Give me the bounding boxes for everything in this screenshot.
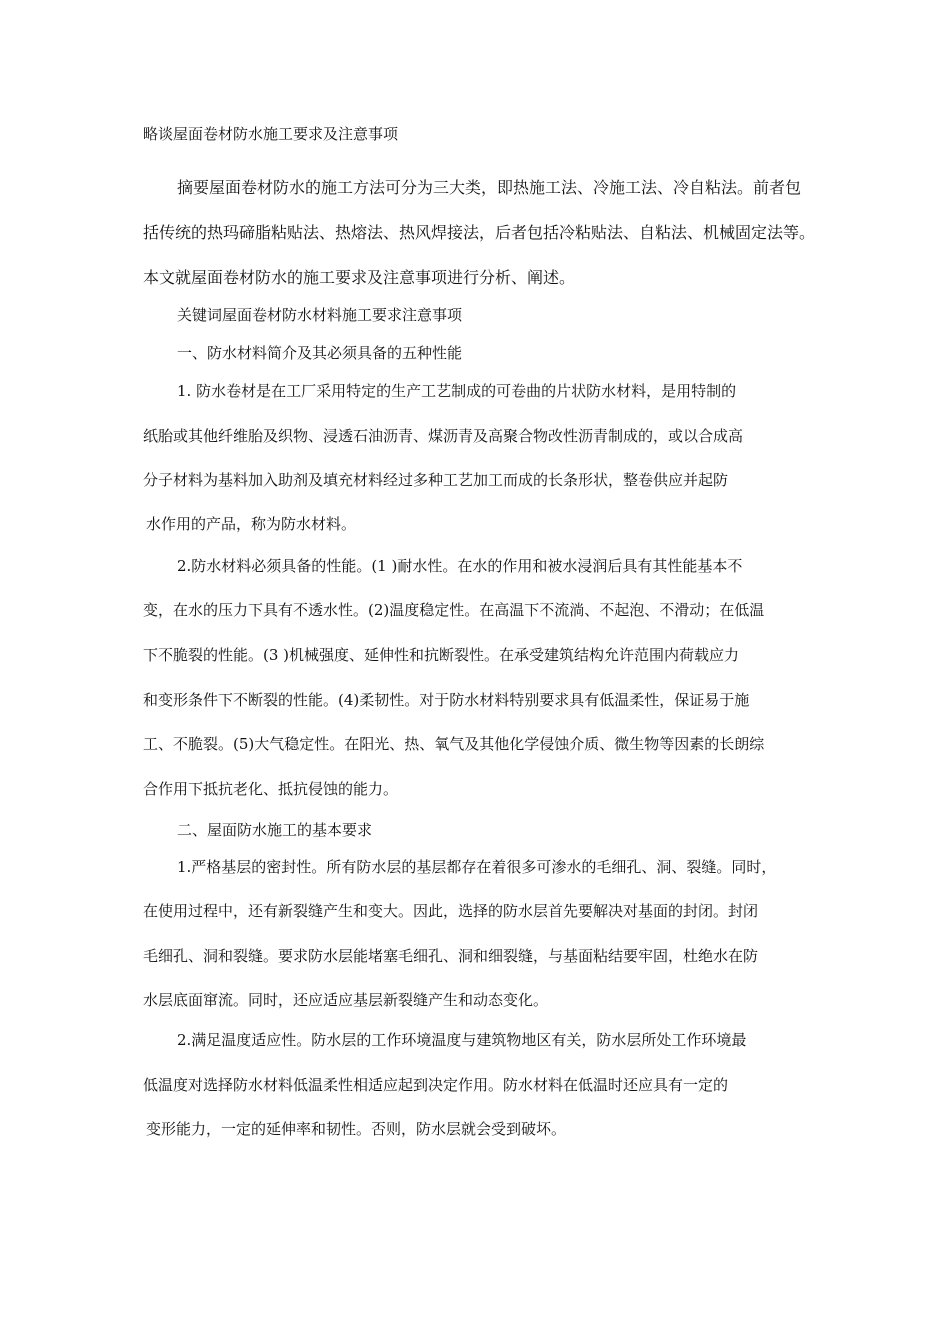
paragraph-line: 分子材料为基料加入助剂及填充材料经过多种工艺加工而成的长条形状，整卷供应并起防 [143, 471, 729, 489]
paragraph-line: 变形能力，一定的延伸率和韧性。否则，防水层就会受到破坏。 [146, 1120, 567, 1138]
section-heading-2: 二、屋面防水施工的基本要求 [177, 821, 373, 839]
section-heading-1: 一、防水材料简介及其必须具备的五种性能 [177, 344, 463, 362]
abstract-line: 本文就屋面卷材防水的施工要求及注意事项进行分析、阐述。 [143, 268, 576, 287]
paragraph-line: 低温度对选择防水材料低温柔性相适应起到决定作用。防水材料在低温时还应具有一定的 [143, 1076, 729, 1094]
abstract-line: 摘要屋面卷材防水的施工方法可分为三大类，即热施工法、冷施工法、冷自粘法。前者包 [177, 178, 802, 197]
paragraph-line: 2.满足温度适应性。防水层的工作环境温度与建筑物地区有关，防水层所处工作环境最 [177, 1031, 747, 1049]
paragraph-line: 和变形条件下不断裂的性能。(4)柔韧性。对于防水材料特别要求具有低温柔性，保证易于施 [143, 691, 750, 709]
paragraph-line: 水作用的产品，称为防水材料。 [146, 515, 357, 533]
paragraph-line: 合作用下抵抗老化、抵抗侵蚀的能力。 [143, 780, 399, 798]
keywords-line: 关键词屋面卷材防水材料施工要求注意事项 [177, 306, 463, 324]
paragraph-line: 水层底面窜流。同时，还应适应基层新裂缝产生和动态变化。 [143, 991, 549, 1009]
paragraph-line: 1. 防水卷材是在工厂采用特定的生产工艺制成的可卷曲的片状防水材料，是用特制的 [177, 382, 737, 400]
document-title: 略谈屋面卷材防水施工要求及注意事项 [143, 125, 399, 143]
paragraph-line: 2.防水材料必须具备的性能。(1 )耐水性。在水的作用和被水浸润后具有其性能基本不 [177, 557, 743, 575]
paragraph-line: 1.严格基层的密封性。所有防水层的基层都存在着很多可渗水的毛细孔、洞、裂缝。同时， [177, 858, 777, 876]
abstract-line: 括传统的热玛碲脂粘贴法、热熔法、热风焊接法，后者包括冷粘贴法、自粘法、机械固定法等。 [143, 223, 816, 242]
paragraph-line: 下不脆裂的性能。(3 )机械强度、延伸性和抗断裂性。在承受建筑结构允许范围内荷载应力 [143, 646, 740, 664]
paragraph-line: 在使用过程中，还有新裂缝产生和变大。因此，选择的防水层首先要解决对基面的封闭。封闭 [143, 902, 759, 920]
paragraph-line: 工、不脆裂。(5)大气稳定性。在阳光、热、氧气及其他化学侵蚀介质、微生物等因素的长朗综 [143, 735, 765, 753]
paragraph-line: 毛细孔、洞和裂缝。要求防水层能堵塞毛细孔、洞和细裂缝，与基面粘结要牢固，杜绝水在防 [143, 947, 759, 965]
paragraph-line: 纸胎或其他纤维胎及织物、浸透石油沥青、煤沥青及高聚合物改性沥青制成的，或以合成高 [143, 427, 744, 445]
paragraph-line: 变，在水的压力下具有不透水性。(2)温度稳定性。在高温下不流淌、不起泡、不滑动；在低温 [143, 601, 765, 619]
